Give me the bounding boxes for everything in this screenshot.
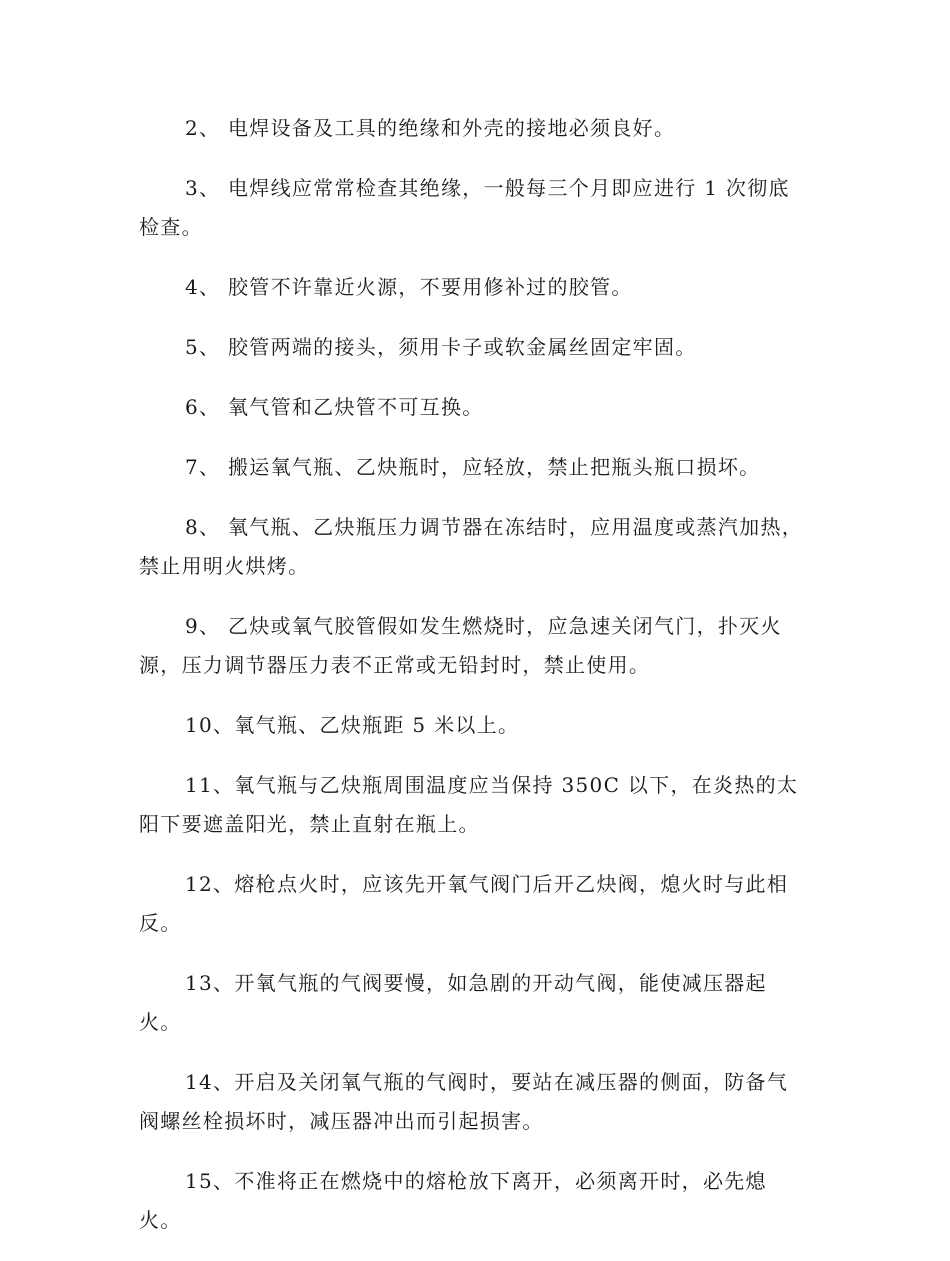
rule-item: 9、 乙炔或氧气胶管假如发生燃烧时，应急速关闭气门，扑灭火源，压力调节器压力表不正常或无铅封时，禁止使用。 [139, 614, 782, 677]
rule-item: 12、熔枪点火时，应该先开氧气阀门后开乙炔阀，熄火时与此相反。 [139, 872, 789, 935]
rule-item: 15、不准将正在燃烧中的熔枪放下离开，必须离开时，必先熄火。 [139, 1169, 767, 1232]
rule-item: 13、开氧气瓶的气阀要慢，如急剧的开动气阀，能使减压器起火。 [139, 971, 767, 1034]
rule-item: 2、 电焊设备及工具的绝缘和外壳的接地必须良好。 [185, 116, 676, 140]
rule-item: 8、 氧气瓶、乙炔瓶压力调节器在冻结时，应用温度或蒸汽加热，禁止用明火烘烤。 [139, 515, 804, 578]
rule-item: 3、 电焊线应常常检查其绝缘，一般每三个月即应进行 1 次彻底检查。 [139, 176, 790, 239]
rule-item: 11、氧气瓶与乙炔瓶周围温度应当保持 350C 以下，在炎热的太阳下要遮盖阳光，禁止直射在瓶上。 [139, 773, 799, 836]
rule-item: 7、 搬运氧气瓶、乙炔瓶时，应轻放，禁止把瓶头瓶口损坏。 [185, 455, 761, 479]
rule-item: 4、 胶管不许靠近火源，不要用修补过的胶管。 [185, 275, 633, 299]
rule-item: 14、开启及关闭氧气瓶的气阀时，要站在减压器的侧面，防备气阀螺丝栓损坏时，减压器冲出而引起损害。 [139, 1070, 789, 1133]
rule-item: 10、氧气瓶、乙炔瓶距 5 米以上。 [185, 713, 520, 737]
safety-rules-list [139, 109, 807, 1261]
rule-item: 6、 氧气管和乙炔管不可互换。 [185, 395, 484, 419]
rule-item: 5、 胶管两端的接头，须用卡子或软金属丝固定牢固。 [185, 335, 697, 359]
